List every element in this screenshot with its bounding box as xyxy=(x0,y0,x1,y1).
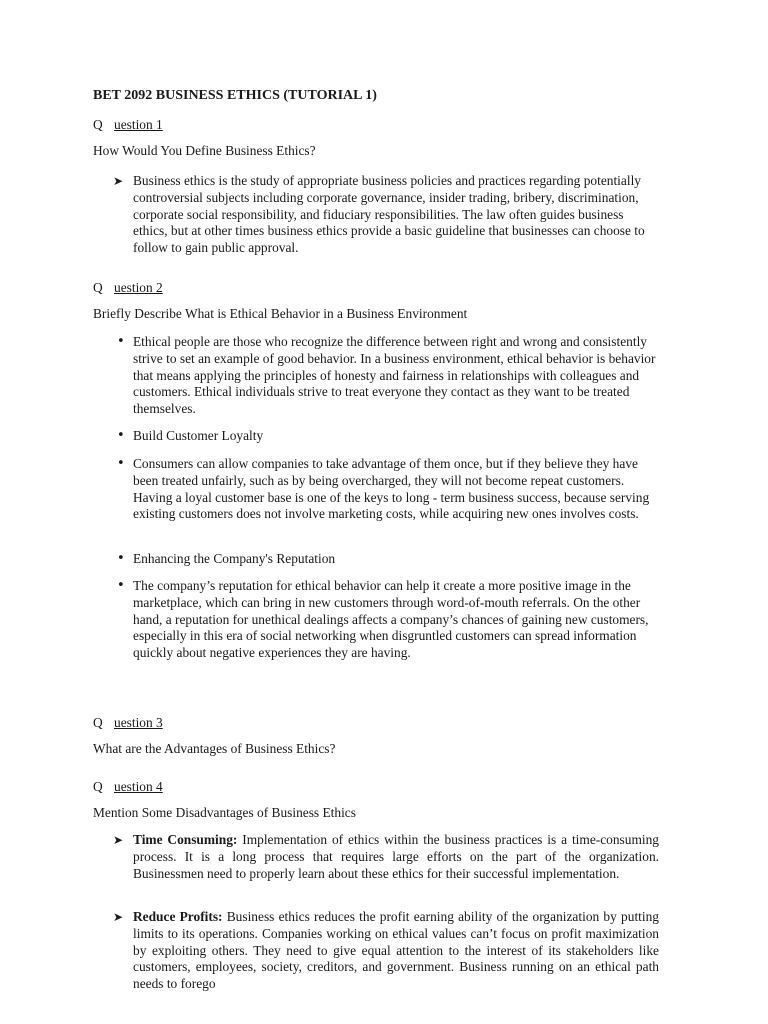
q2-answer-5 xyxy=(113,578,659,662)
answer-text: Business ethics is the study of appropriate business policies and practices regarding potentially controversial subjects including corporate governance, insider trading, bribery, discrimination, corporate social responsibility, and fiduciary responsibilities. The law often guides business ethics, but at other times business ethics provide a basic guideline that businesses can choose to follow to gain public approval. xyxy=(133,173,645,256)
document-title: BET 2092 BUSINESS ETHICS (TUTORIAL 1) xyxy=(93,88,377,103)
answer-text xyxy=(133,832,659,882)
question-letter: Q xyxy=(93,280,103,295)
bullet-icon: • xyxy=(117,551,125,566)
arrow-bullet-icon: ➤ xyxy=(113,833,124,847)
answer-text: Consumers can allow companies to take advantage of them once, but if they believe they have been treated unfairly, such as by being overcharged, they will not become repeat customers. Having a loyal customer base is one of the keys to long - term business success, because serving existing customers does not involve marketing costs, while acquiring new ones involves costs. xyxy=(133,456,650,522)
q2-answer-2 xyxy=(113,428,659,445)
question-label: uestion 2 xyxy=(114,280,163,295)
bullet-icon: • xyxy=(117,456,125,471)
bullet-icon: • xyxy=(117,428,125,443)
question-4-text: Mention Some Disadvantages of Business Ethics xyxy=(93,805,356,820)
question-label: uestion 4 xyxy=(114,779,163,794)
answer-term: Time Consuming: xyxy=(133,832,238,847)
question-label: uestion 3 xyxy=(114,715,163,730)
answer-text: Enhancing the Company's Reputation xyxy=(133,551,336,566)
question-1-heading xyxy=(93,117,163,134)
q2-answer-3 xyxy=(113,456,659,523)
answer-term: Reduce Profits: xyxy=(133,909,223,924)
answer-text: Build Customer Loyalty xyxy=(133,428,264,443)
question-letter: Q xyxy=(93,779,103,794)
answer-text: Ethical people are those who recognize the difference between right and wrong and consistently strive to set an example of good behavior. In a business environment, ethical behavior is behavior that means applying the principles of honesty and fairness in relationships with colleagues and customers. Ethical individuals strive to treat everyone they contact as they want to be treated themselves. xyxy=(133,334,656,417)
question-3-heading xyxy=(93,715,163,732)
answer-text xyxy=(133,909,659,993)
q1-answer-1 xyxy=(113,173,659,257)
q2-answer-1 xyxy=(113,334,659,418)
bullet-icon: • xyxy=(117,578,125,593)
bullet-icon: • xyxy=(117,334,125,349)
question-1-text: How Would You Define Business Ethics? xyxy=(93,143,316,158)
answer-text: The company’s reputation for ethical behavior can help it create a more positive image in the marketplace, which can bring in new customers through word-of-mouth referrals. On the other hand, a reputation for unethical dealings affects a company’s chances of gaining new customers, especially in this era of social networking when disgruntled customers can spread information quickly about negative experiences they are having. xyxy=(133,578,649,661)
q4-answer-2 xyxy=(113,909,659,993)
arrow-bullet-icon: ➤ xyxy=(113,174,124,188)
q4-answer-1 xyxy=(113,832,659,882)
arrow-bullet-icon: ➤ xyxy=(113,910,124,924)
question-letter: Q xyxy=(93,715,103,730)
answer-body: Business ethics reduces the profit earning ability of the organization by putting limits to its operations. Companies working on ethical values can’t focus on profit maximization by exploiting others. They need to give equal attention to the interest of its stakeholders like customers, employees, society, creditors, and government. Business running on an ethical path needs to forego xyxy=(133,909,659,992)
question-label: uestion 1 xyxy=(114,117,163,132)
question-letter: Q xyxy=(93,117,103,132)
question-2-heading xyxy=(93,280,163,297)
question-4-heading xyxy=(93,779,163,796)
q2-answer-4 xyxy=(113,551,659,568)
answer-body: Implementation of ethics within the business practices is a time-consuming process. It is a long process that requires large efforts on the part of the organization. Businessmen need to properly learn about these ethics for their successful implementation. xyxy=(133,832,659,881)
question-2-text: Briefly Describe What is Ethical Behavior in a Business Environment xyxy=(93,306,468,321)
document-page xyxy=(93,0,663,1024)
question-3-text: What are the Advantages of Business Ethics? xyxy=(93,741,336,756)
